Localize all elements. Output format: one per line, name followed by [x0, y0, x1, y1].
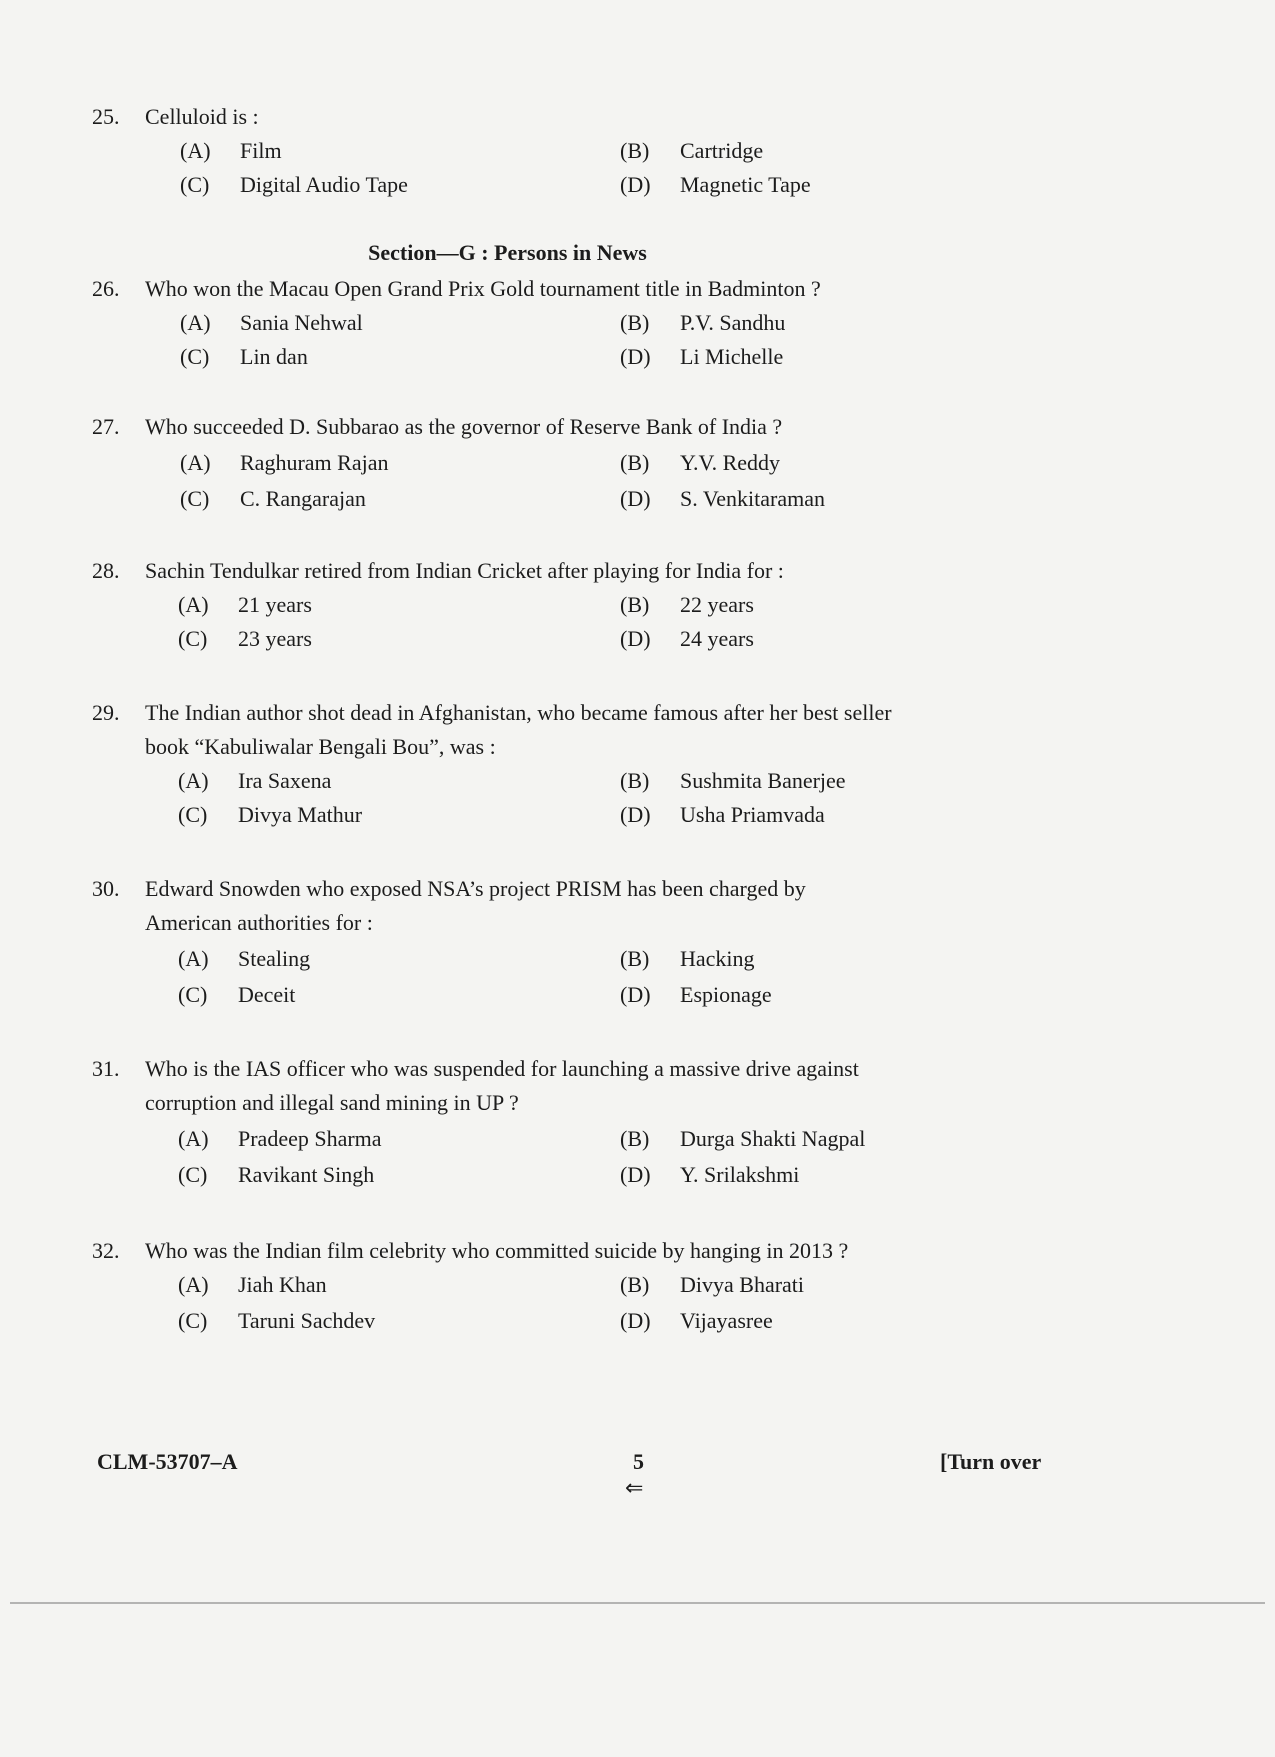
question-number: 29. [92, 700, 120, 725]
question-number: 30. [92, 876, 120, 901]
question-32: 32. Who was the Indian film celebrity who committed suicide by hanging in 2013 ? (A) Jiah Khan (B) Divya Bharati (C) Taruni Sachdev (D) Vijayasree [0, 1234, 1275, 1268]
question-text-cont: American authorities for : [145, 910, 373, 935]
question-text: Who is the IAS officer who was suspended for launching a massive drive against [145, 1056, 859, 1081]
question-30: 30. Edward Snowden who exposed NSA’s project PRISM has been charged by American authorities for : (A) Stealing (B) Hacking (C) Deceit (D) Espionage [0, 872, 1275, 940]
question-text: The Indian author shot dead in Afghanistan, who became famous after her best seller [145, 700, 892, 725]
question-28: 28. Sachin Tendulkar retired from Indian Cricket after playing for India for : (A) 21 years (B) 22 years (C) 23 years (D) 24 years [0, 554, 1275, 588]
question-26: 26. Who won the Macau Open Grand Prix Gold tournament title in Badminton ? (A) Sania Nehwal (B) P.V. Sandhu (C) Lin dan (D) Li Michelle [0, 272, 1275, 306]
bottom-rule [10, 1602, 1265, 1604]
question-number: 27. [92, 414, 120, 439]
turn-over-label: [Turn over [940, 1449, 1042, 1474]
section-heading: Section—G : Persons in News [368, 240, 647, 265]
question-number: 25. [92, 104, 120, 129]
question-25: 25. Celluloid is : (A) Film (B) Cartridge (C) Digital Audio Tape (D) Magnetic Tape [0, 100, 1275, 134]
question-text: Celluloid is : [145, 104, 259, 129]
paper-code: CLM-53707–A [97, 1449, 238, 1474]
question-number: 31. [92, 1056, 120, 1081]
question-29: 29. The Indian author shot dead in Afghanistan, who became famous after her best seller book “Kabuliwalar Bengali Bou”, was : (A) Ira Saxena (B) Sushmita Banerjee (C) Divya Mathur (D) Usha Priamvada [0, 696, 1275, 764]
question-text: Edward Snowden who exposed NSA’s project PRISM has been charged by [145, 876, 806, 901]
question-text: Who won the Macau Open Grand Prix Gold tournament title in Badminton ? [145, 276, 821, 301]
question-text-cont: corruption and illegal sand mining in UP ? [145, 1090, 519, 1115]
question-text: Who succeeded D. Subbarao as the governor of Reserve Bank of India ? [145, 414, 783, 439]
question-text: Sachin Tendulkar retired from Indian Cricket after playing for India for : [145, 558, 784, 583]
question-31: 31. Who is the IAS officer who was suspended for launching a massive drive against corruption and illegal sand mining in UP ? (A) Pradeep Sharma (B) Durga Shakti Nagpal (C) Ravikant Singh (D) Y. Srilakshmi [0, 1052, 1275, 1120]
question-number: 32. [92, 1238, 120, 1263]
question-number: 28. [92, 558, 120, 583]
page-number: 5 [633, 1449, 644, 1474]
question-text-cont: book “Kabuliwalar Bengali Bou”, was : [145, 734, 496, 759]
question-number: 26. [92, 276, 120, 301]
question-text: Who was the Indian film celebrity who committed suicide by hanging in 2013 ? [145, 1238, 849, 1263]
question-27: 27. Who succeeded D. Subbarao as the governor of Reserve Bank of India ? (A) Raghuram Rajan (B) Y.V. Reddy (C) C. Rangarajan (D) S. Venkitaraman [0, 410, 1275, 444]
back-arrow-icon: ⇐ [625, 1475, 644, 1500]
